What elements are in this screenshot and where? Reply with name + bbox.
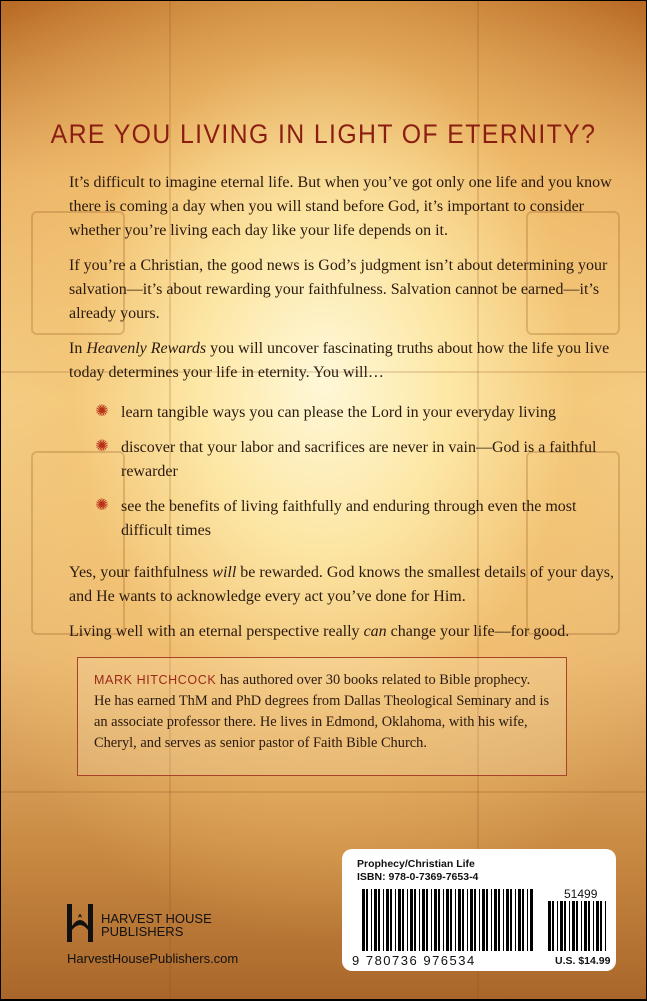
bullet-text: see the benefits of living faithfully and enduring through even the most difficult times	[121, 498, 577, 539]
publisher-name-line1: HARVEST HOUSE	[101, 911, 212, 926]
bullet-list	[95, 401, 601, 554]
author-bio: has authored over 30 books related to Bible prophecy. He has earned ThM and PhD degrees from Dallas Theological Seminary and is an associate professor there. He lives in Edmond, Oklahoma, with his wife, Cheryl, and serves as senior pastor of Faith Bible Church.	[94, 672, 550, 751]
author-bio-box	[77, 657, 567, 776]
author-name: MARK HITCHCOCK	[94, 673, 217, 687]
bullet-text: learn tangible ways you can please the Lord in your everyday living	[121, 404, 556, 421]
paragraph-3	[69, 337, 614, 385]
paragraph-3-suffix: you will uncover fascinating truths about how the life you live today determines your life in eternity. You will…	[69, 340, 610, 381]
emphasis-can: can	[363, 623, 387, 640]
emphasis-will: will	[212, 564, 237, 581]
list-item	[95, 495, 601, 543]
closing-text	[69, 561, 614, 655]
category-label: Prophecy/Christian Life	[357, 858, 475, 870]
paragraph-4-suffix: be rewarded. God knows the smallest details of your days, and He wants to acknowledge every act you’ve done for Him.	[69, 564, 614, 605]
book-title: Heavenly Rewards	[86, 340, 207, 357]
paragraph-4-prefix: Yes, your faithfulness	[69, 564, 213, 581]
price-label: U.S. $14.99	[555, 955, 611, 967]
headline: ARE YOU LIVING IN LIGHT OF ETERNITY?	[50, 119, 597, 149]
sunburst-bullet-icon: ✺	[95, 438, 109, 455]
sunburst-bullet-icon: ✺	[95, 497, 109, 514]
intro-text	[69, 171, 614, 396]
list-item	[95, 436, 601, 484]
harvest-house-logo-icon	[67, 904, 93, 942]
back-cover	[1, 1, 646, 999]
publisher-name	[101, 912, 212, 938]
bullet-text: discover that your labor and sacrifices are never in vain—God is a faithful rewarder	[121, 439, 597, 480]
door-frame-line	[1, 791, 646, 793]
price-code: 51499	[564, 887, 598, 901]
paragraph-2: If you’re a Christian, the good news is God’s judgment isn’t about determining your salvation—it’s about rewarding your faithfulness. Salvation cannot be earned—it’s already yours.	[69, 257, 608, 322]
paragraph-3-prefix: In	[69, 340, 87, 357]
publisher-url: HarvestHousePublishers.com	[67, 951, 239, 966]
publisher-name-line2: PUBLISHERS	[101, 924, 184, 939]
list-item	[95, 401, 601, 425]
paragraph-5	[69, 620, 614, 644]
barcode-box	[342, 849, 616, 971]
sunburst-bullet-icon: ✺	[95, 403, 109, 420]
barcode-number: 9 780736 976534	[352, 953, 476, 968]
paragraph-5-suffix: change your life—for good.	[386, 623, 570, 640]
paragraph-1: It’s difficult to imagine eternal life. But when you’ve got only one life and you know there is coming a day when you will stand before God, it’s important to consider whether you’re living each day like your life depends on it.	[69, 174, 612, 239]
paragraph-4	[69, 561, 614, 609]
isbn-label: ISBN: 978-0-7369-7653-4	[357, 871, 479, 883]
paragraph-5-prefix: Living well with an eternal perspective really	[69, 623, 364, 640]
